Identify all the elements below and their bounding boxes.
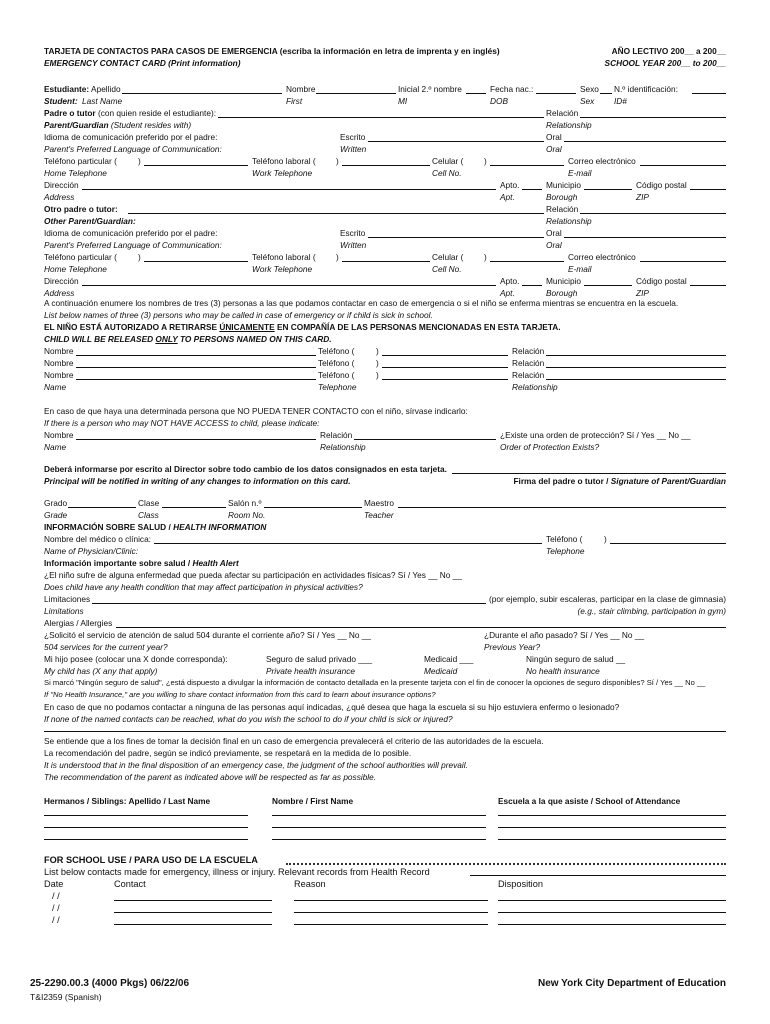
contact-2-name-label: Nombre (44, 358, 74, 368)
physician-phone-label: Teléfono ( (546, 534, 583, 544)
insurance-question-english: My child has (X any that apply) (44, 666, 158, 676)
sibling-1-first-name-field[interactable] (272, 815, 486, 816)
sibling-1-school-field[interactable] (498, 815, 726, 816)
other-zip-label: Código postal (636, 276, 687, 286)
teacher-field[interactable] (398, 507, 726, 508)
other-parent-label-spanish: Otro padre o tutor: (44, 204, 118, 214)
other-address-field[interactable] (82, 285, 496, 286)
parent-zip-field[interactable] (690, 189, 726, 190)
other-home-tel-field[interactable] (144, 261, 248, 262)
physician-phone-caption: Telephone (546, 546, 585, 556)
parent-email-label: Correo electrónico (568, 156, 636, 166)
other-home-tel-label: Teléfono particular ( (44, 252, 117, 262)
school-use-contact-3[interactable] (114, 924, 272, 925)
borough-caption: Borough (546, 192, 578, 202)
title-english: EMERGENCY CONTACT CARD (Print information) (44, 58, 241, 68)
apt-caption: Apt. (500, 288, 515, 298)
no-access-relation-label: Relación (320, 430, 353, 440)
grade-label: Grado (44, 498, 68, 508)
date-slash: / / (52, 903, 60, 913)
other-relationship-caption: Relationship (546, 216, 592, 226)
other-written-label: Escrito (340, 228, 366, 238)
parent-apt-field[interactable] (522, 189, 542, 190)
student-row-spanish: Estudiante: Apellido (44, 84, 121, 94)
parent-name-field[interactable] (218, 117, 544, 118)
share-info-question-english: If "No Health Insurance," are you willing to share contact information from this card to learn about insurance options? (44, 690, 436, 699)
limitations-example-spanish: (por ejemplo, subir escaleras, participar en la clase de gimnasia) (488, 594, 726, 604)
paren-close: ) (376, 346, 379, 356)
sibling-3-last-name-field[interactable] (44, 839, 248, 840)
contact-2-phone-label: Teléfono ( (318, 358, 355, 368)
no-access-relation-field[interactable] (354, 439, 496, 440)
parent-relation-field[interactable] (580, 117, 726, 118)
contact-telephone-caption: Telephone (318, 382, 357, 392)
other-borough-label: Municipio (546, 276, 582, 286)
school-use-contact-2[interactable] (114, 912, 272, 913)
parent-signature-field[interactable] (452, 473, 726, 474)
other-work-tel-label: Teléfono laboral ( (252, 252, 316, 262)
contact-1-phone-field[interactable] (382, 355, 508, 356)
understanding-spanish-1: Se entiende que a los fines de tomar la decisión final en un caso de emergencia prevalecerá el criterio de las autoridades de la escuela. (44, 736, 544, 746)
parent-written-language-field[interactable] (368, 141, 544, 142)
contact-2-name-field[interactable] (76, 367, 316, 368)
school-use-disposition-1[interactable] (498, 900, 726, 901)
medicaid-option[interactable]: Medicaid ___ (424, 654, 474, 664)
sibling-3-first-name-field[interactable] (272, 839, 486, 840)
allergies-field[interactable] (116, 627, 726, 628)
paren-close: ) (138, 252, 141, 262)
physician-phone-field[interactable] (610, 543, 726, 544)
parent-address-field[interactable] (82, 189, 496, 190)
paren-close: ) (376, 358, 379, 368)
parent-zip-label: Código postal (636, 180, 687, 190)
physician-field[interactable] (154, 543, 542, 544)
school-use-intro-field[interactable] (470, 875, 726, 876)
school-use-reason-3[interactable] (294, 924, 488, 925)
physician-label: Nombre del médico o clínica: (44, 534, 151, 544)
paren-close: ) (604, 534, 607, 544)
siblings-school-header: Escuela a la que asiste / School of Attendance (498, 796, 681, 806)
contact-3-name-field[interactable] (76, 379, 316, 380)
home-tel-caption: Home Telephone (44, 264, 107, 274)
class-field[interactable] (162, 507, 226, 508)
room-caption: Room No. (228, 510, 266, 520)
notify-english: Principal will be notified in writing of any changes to information on this card. (44, 476, 351, 486)
understanding-spanish-2: La recomendación del padre, según se indicó previamente, se respetará en la medida de lo posible. (44, 748, 412, 758)
school-use-disposition-3[interactable] (498, 924, 726, 925)
parent-email-field[interactable] (640, 165, 726, 166)
paren-close: ) (336, 252, 339, 262)
student-id-label: N.º identificación: (614, 84, 678, 94)
contact-2-relation-field[interactable] (546, 367, 726, 368)
no-access-english: If there is a person who may NOT HAVE ACCESS to child, please indicate: (44, 418, 320, 428)
paren-close: ) (336, 156, 339, 166)
form-number: 25-2290.00.3 (4000 Pkgs) 06/22/06 (30, 978, 190, 989)
address-caption: Address (44, 192, 75, 202)
contact-1-phone-label: Teléfono ( (318, 346, 355, 356)
student-sex-label: Sexo (580, 84, 599, 94)
parent-oral-language-field[interactable] (564, 141, 726, 142)
parent-label-english: Parent/Guardian (Student resides with) (44, 120, 192, 130)
other-address-label: Dirección (44, 276, 79, 286)
contact-relationship-caption: Relationship (512, 382, 558, 392)
private-insurance-caption: Private health insurance (266, 666, 356, 676)
contact-1-name-label: Nombre (44, 346, 74, 356)
student-mi-label: Inicial 2.º nombre (398, 84, 462, 94)
parent-label-spanish: Padre o tutor (con quien reside el estudiante): (44, 108, 217, 118)
sex-caption: Sex (580, 96, 595, 106)
other-cell-field[interactable] (490, 261, 564, 262)
other-zip-field[interactable] (690, 285, 726, 286)
contact-3-name-label: Nombre (44, 370, 74, 380)
signature-caption: Firma del padre o tutor / Signature of Parent/Guardian (513, 476, 726, 486)
contact-2-relation-label: Relación (512, 358, 545, 368)
email-caption: E-mail (568, 264, 592, 274)
student-sex-field[interactable] (600, 93, 612, 94)
contact-1-relation-field[interactable] (546, 355, 726, 356)
department-name: New York City Department of Education (538, 978, 726, 989)
paren-close: ) (484, 156, 487, 166)
borough-caption: Borough (546, 288, 578, 298)
parent-language-english: Parent's Preferred Language of Communication: (44, 144, 222, 154)
health-alert-heading: Información importante sobre salud / Health Alert (44, 558, 239, 568)
other-written-language-field[interactable] (368, 237, 544, 238)
contact-3-phone-field[interactable] (382, 379, 508, 380)
allergies-label: Alergias / Allergies (44, 618, 113, 628)
zip-caption: ZIP (636, 288, 649, 298)
dotted-leader (286, 863, 726, 865)
contact-1-relation-label: Relación (512, 346, 545, 356)
no-contact-question-spanish: En caso de que no podamos contactar a ninguna de las personas aquí indicadas, ¿qué desea que haga la escuela si su hijo estuviera enfermo o lesionado? (44, 702, 620, 712)
previous-year-caption: Previous Year? (484, 642, 541, 652)
parent-home-tel-field[interactable] (144, 165, 248, 166)
contact-3-relation-label: Relación (512, 370, 545, 380)
release-authorization-spanish: EL NIÑO ESTÁ AUTORIZADO A RETIRARSE ÚNICAMENTE EN COMPAÑÍA DE LAS PERSONAS MENCIONADAS EN ESTA TARJETA. (44, 322, 561, 332)
limitations-caption: Limitations (44, 606, 84, 616)
limitations-example-english: (e.g., stair climbing, participation in gym) (577, 606, 726, 616)
other-work-tel-field[interactable] (342, 261, 430, 262)
cell-caption: Cell No. (432, 168, 462, 178)
limitations-field[interactable] (92, 603, 486, 604)
parent-cell-field[interactable] (490, 165, 564, 166)
no-access-name-caption: Name (44, 442, 67, 452)
date-slash: / / (52, 891, 60, 901)
translation-code: T&I2359 (Spanish) (30, 992, 102, 1002)
student-id-field[interactable] (692, 93, 726, 94)
parent-relationship-caption: Relationship (546, 120, 592, 130)
other-parent-label-english: Other Parent/Guardian: (44, 216, 136, 226)
paren-close: ) (138, 156, 141, 166)
parent-apt-label: Apto. (500, 180, 520, 190)
parent-work-tel-label: Teléfono laboral ( (252, 156, 316, 166)
parent-language-spanish: Idioma de comunicación preferido por el padre: (44, 132, 218, 142)
student-first-label: Nombre (286, 84, 316, 94)
dob-caption: DOB (490, 96, 508, 106)
other-borough-field[interactable] (584, 285, 632, 286)
school-use-heading: FOR SCHOOL USE / PARA USO DE LA ESCUELA (44, 855, 258, 865)
school-year-english: SCHOOL YEAR 200__ to 200__ (604, 58, 726, 68)
school-use-contact-1[interactable] (114, 900, 272, 901)
work-tel-caption: Work Telephone (252, 168, 313, 178)
other-apt-label: Apto. (500, 276, 520, 286)
other-email-field[interactable] (640, 261, 726, 262)
contact-2-phone-field[interactable] (382, 367, 508, 368)
parent-borough-label: Municipio (546, 180, 582, 190)
other-oral-label: Oral (546, 228, 562, 238)
contact-column-header: Contact (114, 879, 146, 889)
other-cell-label: Celular ( (432, 252, 464, 262)
class-label: Clase (138, 498, 160, 508)
room-label: Salón n.º (228, 498, 262, 508)
cell-caption: Cell No. (432, 264, 462, 274)
parent-written-caption: Written (340, 144, 367, 154)
contact-3-phone-label: Teléfono ( (318, 370, 355, 380)
understanding-english-1: It is understood that in the final disposition of an emergency case, the judgment of the school authorities will prevail. (44, 760, 468, 770)
grade-caption: Grade (44, 510, 68, 520)
no-contact-question-english: If none of the named contacts can be reached, what do you wish the school to do if your child is sick or injured? (44, 714, 453, 724)
parent-work-tel-field[interactable] (342, 165, 430, 166)
student-dob-field[interactable] (536, 93, 576, 94)
physician-caption: Name of Physician/Clinic: (44, 546, 139, 556)
protection-order-caption: Order of Protection Exists? (500, 442, 600, 452)
limitations-label: Limitaciones (44, 594, 91, 604)
parent-borough-field[interactable] (584, 189, 632, 190)
id-caption: ID# (614, 96, 627, 106)
other-relation-label: Relación (546, 204, 579, 214)
other-email-label: Correo electrónico (568, 252, 636, 262)
contact-name-caption: Name (44, 382, 67, 392)
other-oral-language-field[interactable] (564, 237, 726, 238)
other-language-spanish: Idioma de comunicación preferido por el padre: (44, 228, 218, 238)
sibling-2-last-name-field[interactable] (44, 827, 248, 828)
no-access-name-field[interactable] (76, 439, 316, 440)
no-insurance-option[interactable]: Ningún seguro de salud __ (526, 654, 626, 664)
no-access-relationship-caption: Relationship (320, 442, 366, 452)
no-access-spanish: En caso de que haya una determinada persona que NO PUEDA TENER CONTACTO con el niño, sírvase indicarlo: (44, 406, 468, 416)
medicaid-caption: Medicaid (424, 666, 458, 676)
sibling-1-last-name-field[interactable] (44, 815, 248, 816)
disposition-column-header: Disposition (498, 879, 543, 889)
school-use-reason-2[interactable] (294, 912, 488, 913)
work-tel-caption: Work Telephone (252, 264, 313, 274)
mi-caption: MI (398, 96, 408, 106)
parent-oral-caption: Oral (546, 144, 562, 154)
school-use-disposition-2[interactable] (498, 912, 726, 913)
other-relation-field[interactable] (580, 213, 726, 214)
other-parent-name-field[interactable] (128, 213, 544, 214)
other-written-caption: Written (340, 240, 367, 250)
contacts-intro-english: List below names of three (3) persons who may be called in case of emergency or if child is sick in school. (44, 310, 433, 320)
grade-field[interactable] (68, 507, 136, 508)
student-last-name-field[interactable] (122, 93, 282, 94)
siblings-last-name-header: Hermanos / Siblings: Apellido / Last Name (44, 796, 211, 806)
student-dob-label: Fecha nac.: (490, 84, 534, 94)
504-question-english: 504 services for the current year? (44, 642, 168, 652)
contact-1-name-field[interactable] (76, 355, 316, 356)
home-tel-caption: Home Telephone (44, 168, 107, 178)
school-use-intro: List below contacts made for emergency, illness or injury. Relevant records from Health Record (44, 867, 430, 877)
other-oral-caption: Oral (546, 240, 562, 250)
address-caption: Address (44, 288, 75, 298)
contact-3-relation-field[interactable] (546, 379, 726, 380)
sibling-2-first-name-field[interactable] (272, 827, 486, 828)
teacher-caption: Teacher (364, 510, 394, 520)
student-mi-field[interactable] (466, 93, 486, 94)
teacher-label: Maestro (364, 498, 394, 508)
parent-written-label: Escrito (340, 132, 366, 142)
no-insurance-caption: No health insurance (526, 666, 600, 676)
parent-home-tel-label: Teléfono particular ( (44, 156, 117, 166)
private-insurance-option[interactable]: Seguro de salud privado ___ (266, 654, 373, 664)
date-slash: / / (52, 915, 60, 925)
physical-activity-question-english: Does child have any health condition that may affect participation in physical activities? (44, 582, 363, 592)
zip-caption: ZIP (636, 192, 649, 202)
insurance-question-spanish: Mi hijo posee (colocar una X donde corresponda): (44, 654, 228, 664)
health-heading: INFORMACIÓN SOBRE SALUD / HEALTH INFORMATION (44, 522, 267, 532)
parent-relation-label: Relación (546, 108, 579, 118)
physical-activity-question-spanish: ¿El niño sufre de alguna enfermedad que pueda afectar su participación en actividades físicas? Sí / Yes __ No __ (44, 570, 462, 580)
protection-order-question: ¿Existe una orden de protección? Sí / Yes __ No __ (500, 430, 691, 440)
email-caption: E-mail (568, 168, 592, 178)
parent-oral-label: Oral (546, 132, 562, 142)
no-contact-instructions-field[interactable] (44, 731, 726, 732)
school-year-spanish: AÑO LECTIVO 200__ a 200__ (611, 46, 726, 56)
other-apt-field[interactable] (522, 285, 542, 286)
title-spanish: TARJETA DE CONTACTOS PARA CASOS DE EMERGENCIA (escriba la información en letra de imprenta y en inglés) (44, 46, 500, 56)
date-column-header: Date (44, 879, 64, 889)
school-use-reason-1[interactable] (294, 900, 488, 901)
sibling-3-school-field[interactable] (498, 839, 726, 840)
apt-caption: Apt. (500, 192, 515, 202)
last-name-caption: Last Name (82, 96, 123, 106)
parent-address-label: Dirección (44, 180, 79, 190)
other-language-english: Parent's Preferred Language of Communication: (44, 240, 222, 250)
previous-year-question-spanish: ¿Durante el año pasado? Sí / Yes __ No __ (484, 630, 645, 640)
room-field[interactable] (264, 507, 362, 508)
paren-close: ) (376, 370, 379, 380)
parent-cell-label: Celular ( (432, 156, 464, 166)
reason-column-header: Reason (294, 879, 326, 889)
student-label-english: Student: (44, 96, 78, 106)
no-access-name-label: Nombre (44, 430, 74, 440)
understanding-english-2: The recommendation of the parent as indicated above will be respected as far as possible. (44, 772, 377, 782)
release-authorization-english: CHILD WILL BE RELEASED ONLY TO PERSONS NAMED ON THIS CARD. (44, 334, 332, 344)
class-caption: Class (138, 510, 159, 520)
notify-spanish: Deberá informarse por escrito al Director sobre todo cambio de los datos consignados en esta tarjeta. (44, 464, 447, 474)
student-first-name-field[interactable] (316, 93, 396, 94)
share-info-question-spanish: Si marcó "Ningún seguro de salud", ¿está dispuesto a divulgar la información de contacto detallada en la presente tarjeta con el fin de conocer la opciones de seguro disponibles? Sí / Yes __ No __ (44, 678, 706, 687)
first-caption: First (286, 96, 303, 106)
sibling-2-school-field[interactable] (498, 827, 726, 828)
paren-close: ) (484, 252, 487, 262)
siblings-first-name-header: Nombre / First Name (272, 796, 354, 806)
contacts-intro-spanish: A continuación enumere los nombres de tres (3) personas a las que podamos contactar en caso de emergencia o si el niño se enferma mientras se encuentra en la escuela. (44, 298, 679, 308)
504-question-spanish: ¿Solicitó el servicio de atención de salud 504 durante el corriente año? Sí / Yes __ No __ (44, 630, 372, 640)
